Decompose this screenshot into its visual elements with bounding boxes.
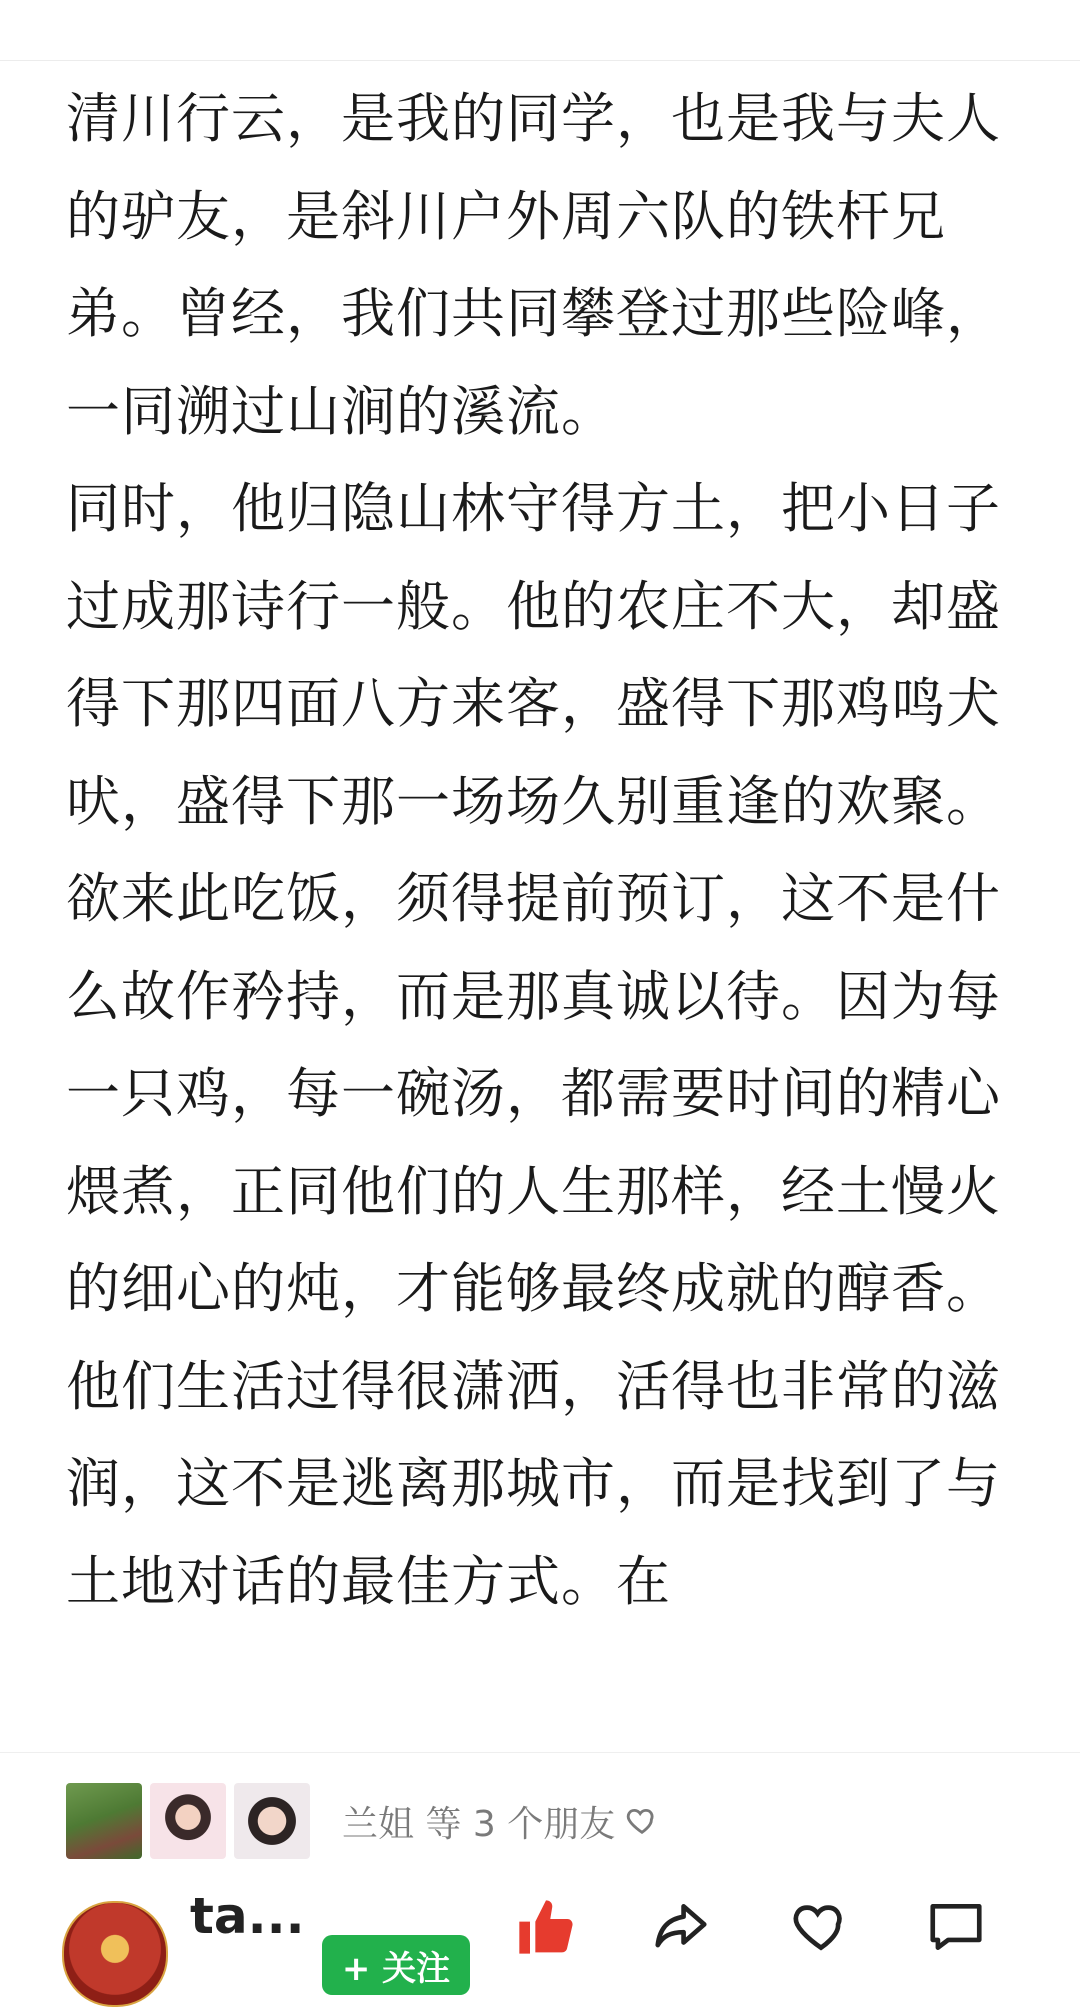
friends-like-text [342,1796,659,1847]
friends-like-label: 兰姐 等 3 个朋友 [342,1803,616,1845]
thumbs-up-icon [514,1895,578,1959]
article-paragraph-4: 他们生活过得很潇洒，活得也非常的滋润，这不是逃离那城市，而是找到了与土地对话的最佳方式。在 [66,1354,1001,1613]
article-body [66,70,1026,1752]
author-name[interactable]: ta... [190,1887,305,1945]
friend-avatar[interactable] [234,1783,310,1859]
content-fade [0,1700,1080,1760]
follow-button[interactable]: + 关注 [322,1935,470,1995]
article-paragraph-2: 同时，他归隐山林守得方土，把小日子过成那诗行一般。他的农庄不大，却盛得下那四面八方来客，盛得下那鸡鸣犬吠，盛得下那一场场久别重逢的欢聚。 [66,477,1001,833]
friend-avatar[interactable] [150,1783,226,1859]
bottom-panel [0,1752,1080,1989]
favorite-button[interactable] [785,1891,857,1963]
author-avatar[interactable] [62,1901,168,2007]
like-button[interactable] [510,1891,582,1963]
friend-avatar[interactable] [66,1783,142,1859]
share-button[interactable] [645,1891,717,1963]
heart-outline-icon [790,1896,852,1958]
comment-button[interactable] [920,1891,992,1963]
liked-by-friends[interactable] [66,1783,659,1859]
action-bar [0,1883,1080,1989]
share-arrow-icon [650,1896,712,1958]
top-divider [0,60,1080,61]
comment-bubble-icon [925,1896,987,1958]
article-paragraph-1: 清川行云，是我的同学，也是我与夫人的驴友，是斜川户外周六队的铁杆兄弟。曾经，我们共同攀登过那些险峰，一同溯过山涧的溪流。 [66,87,1001,443]
article-paragraph-3: 欲来此吃饭，须得提前预订，这不是什么故作矜持，而是那真诚以待。因为每一只鸡，每一碗汤，都需要时间的精心煨煮，正同他们的人生那样，经土慢火的细心的炖，才能够最终成就的醇香。 [66,867,1001,1320]
heart-outline-icon [625,1804,659,1838]
